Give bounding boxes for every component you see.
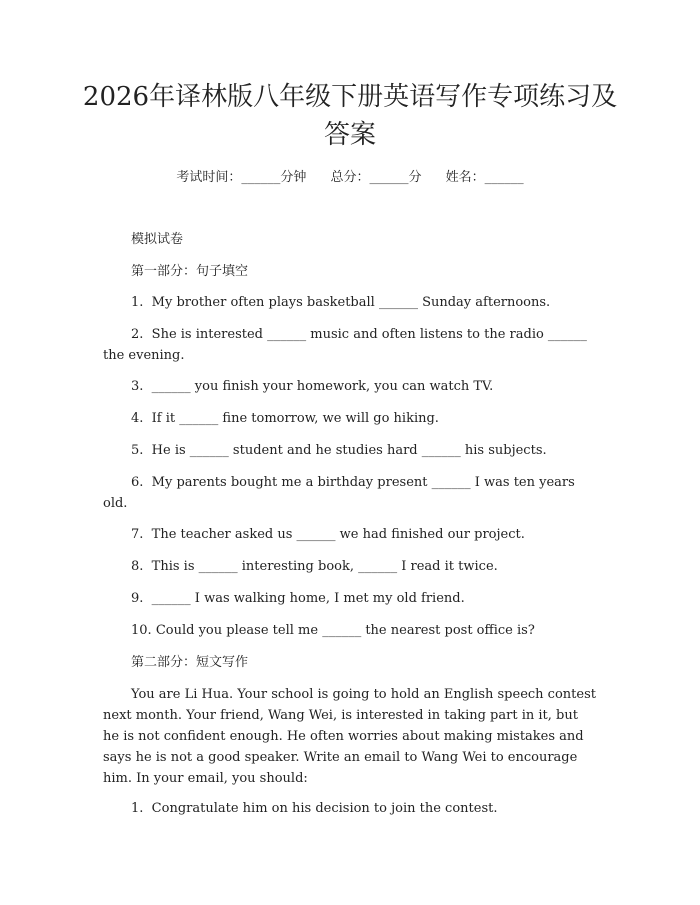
question-4 bbox=[103, 408, 598, 429]
question-number: 2. bbox=[131, 327, 144, 342]
question-number: 3. bbox=[131, 379, 144, 394]
writing-point-1 bbox=[103, 798, 598, 819]
question-text: My parents bought me a birthday present ______ I was ten years old. bbox=[103, 475, 575, 511]
section2-heading: 第二部分：短文写作 bbox=[131, 655, 249, 670]
question-text: She is interested ______ music and often listens to the radio ______ the evening. bbox=[103, 327, 587, 363]
question-number: 4. bbox=[131, 411, 144, 426]
question-text: He is ______ student and he studies hard ______ his subjects. bbox=[151, 443, 547, 458]
question-number: 1. bbox=[131, 295, 144, 310]
writing-prompt: You are Li Hua. Your school is going to hold an English speech contest next month. Your friend, Wang Wei, is interested in taking part in it, but he is not confident enough. He often worries about making mistakes and says he is not a good speaker. Write an email to Wang Wei to encourage him. In your email, you should: bbox=[103, 687, 596, 786]
question-3 bbox=[103, 376, 598, 397]
question-number: 5. bbox=[131, 443, 144, 458]
question-text: Could you please tell me ______ the nearest post office is? bbox=[155, 623, 535, 638]
student-name-label: 姓名：______ bbox=[445, 170, 524, 185]
question-number: 10. bbox=[131, 623, 152, 638]
exam-time-label: 考试时间：______分钟 bbox=[176, 170, 307, 185]
question-number: 9. bbox=[131, 591, 144, 606]
question-5 bbox=[103, 440, 598, 461]
question-text: ______ you finish your homework, you can watch TV. bbox=[151, 379, 494, 394]
question-text: The teacher asked us ______ we had finished our project. bbox=[151, 527, 525, 542]
page-title: 2026年译林版八年级下册英语写作专项练习及答案 bbox=[82, 82, 618, 150]
question-text: My brother often plays basketball ______ Sunday afternoons. bbox=[151, 295, 551, 310]
question-number: 6. bbox=[131, 475, 144, 490]
question-number: 8. bbox=[131, 559, 144, 574]
question-1 bbox=[103, 292, 598, 313]
question-text: If it ______ fine tomorrow, we will go hiking. bbox=[151, 411, 439, 426]
question-2 bbox=[103, 324, 598, 366]
question-7 bbox=[103, 524, 598, 545]
question-6 bbox=[103, 472, 598, 514]
question-8 bbox=[103, 556, 598, 577]
question-text: This is ______ interesting book, ______ I read it twice. bbox=[151, 559, 498, 574]
question-10 bbox=[103, 620, 598, 641]
exam-info bbox=[0, 168, 700, 188]
point-text: Congratulate him on his decision to join the contest. bbox=[151, 801, 498, 816]
total-score-label: 总分：______分 bbox=[330, 170, 422, 185]
paper-label: 模拟试卷 bbox=[131, 232, 184, 247]
question-text: ______ I was walking home, I met my old friend. bbox=[151, 591, 465, 606]
section1-heading: 第一部分：句子填空 bbox=[131, 264, 249, 279]
point-number: 1. bbox=[131, 801, 144, 816]
question-number: 7. bbox=[131, 527, 144, 542]
question-9 bbox=[103, 588, 598, 609]
